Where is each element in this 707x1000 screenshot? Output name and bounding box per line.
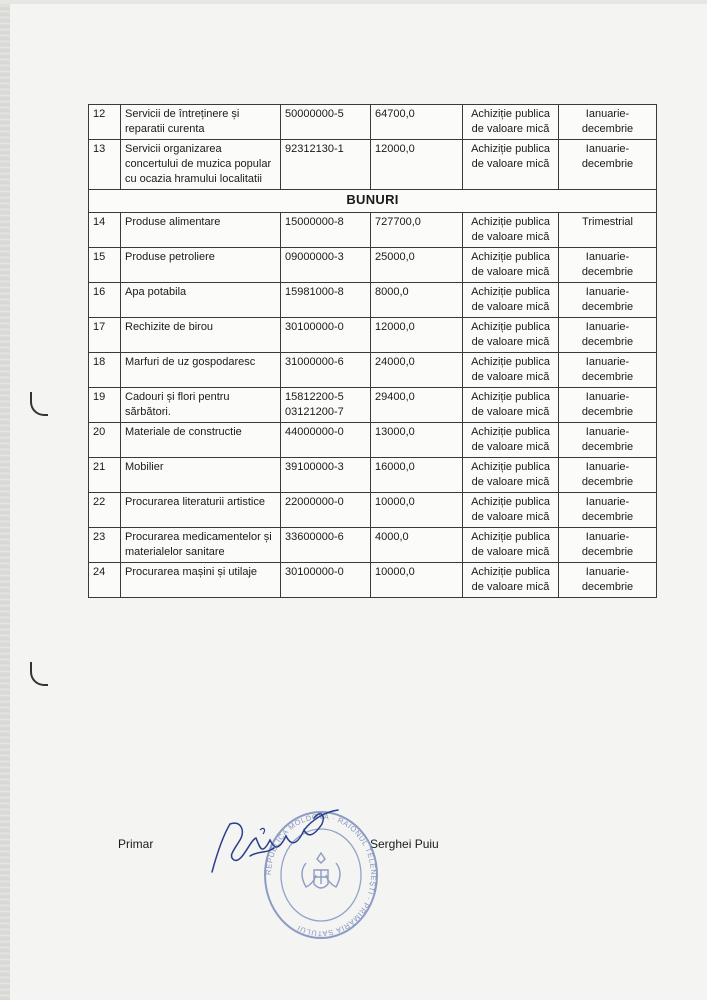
procurement-period: Ianuarie-decembrie	[559, 423, 657, 458]
procurement-procedure: Achiziție publica de valoare mică	[463, 283, 559, 318]
cpv-code: 22000000-0	[281, 493, 371, 528]
procurement-procedure: Achiziție publica de valoare mică	[463, 423, 559, 458]
estimated-value: 13000,0	[371, 423, 463, 458]
item-name: Marfuri de uz gospodaresc	[121, 353, 281, 388]
table-row	[89, 248, 657, 283]
page-edge-scan-artifact	[0, 0, 10, 1000]
estimated-value: 29400,0	[371, 388, 463, 423]
row-number: 21	[89, 458, 121, 493]
item-name: Rechizite de birou	[121, 318, 281, 353]
estimated-value: 64700,0	[371, 105, 463, 140]
procurement-period: Ianuarie-decembrie	[559, 353, 657, 388]
procurement-period: Ianuarie-decembrie	[559, 458, 657, 493]
item-name: Produse alimentare	[121, 213, 281, 248]
binder-hole-mark	[30, 392, 48, 416]
table-row	[89, 353, 657, 388]
item-name: Mobilier	[121, 458, 281, 493]
procurement-procedure: Achiziție publica de valoare mică	[463, 458, 559, 493]
procurement-procedure: Achiziție publica de valoare mică	[463, 563, 559, 598]
item-name: Procurarea medicamentelor și materialelor sanitare	[121, 528, 281, 563]
goods-section	[89, 190, 657, 213]
cpv-code: 92312130-1	[281, 140, 371, 190]
row-number: 15	[89, 248, 121, 283]
item-name: Materiale de constructie	[121, 423, 281, 458]
item-name: Produse petroliere	[121, 248, 281, 283]
table-row	[89, 458, 657, 493]
estimated-value: 25000,0	[371, 248, 463, 283]
row-number: 22	[89, 493, 121, 528]
cpv-code: 30100000-0	[281, 563, 371, 598]
procurement-period: Ianuarie-decembrie	[559, 493, 657, 528]
procurement-procedure: Achiziție publica de valoare mică	[463, 318, 559, 353]
procurement-period: Ianuarie-decembrie	[559, 528, 657, 563]
procurement-period: Ianuarie-decembrie	[559, 248, 657, 283]
estimated-value: 10000,0	[371, 493, 463, 528]
procurement-procedure: Achiziție publica de valoare mică	[463, 105, 559, 140]
goods-rows	[89, 213, 657, 598]
row-number: 14	[89, 213, 121, 248]
cpv-code: 39100000-3	[281, 458, 371, 493]
item-name: Servicii organizarea concertului de muzica popular cu ocazia hramului localitatii	[121, 140, 281, 190]
cpv-code: 09000000-3	[281, 248, 371, 283]
procurement-period: Ianuarie-decembrie	[559, 318, 657, 353]
table-row	[89, 105, 657, 140]
cpv-code: 44000000-0	[281, 423, 371, 458]
estimated-value: 24000,0	[371, 353, 463, 388]
estimated-value: 12000,0	[371, 318, 463, 353]
item-name: Servicii de întreținere și reparatii curenta	[121, 105, 281, 140]
table-row	[89, 283, 657, 318]
row-number: 18	[89, 353, 121, 388]
table-row	[89, 528, 657, 563]
table-row	[89, 423, 657, 458]
procurement-procedure: Achiziție publica de valoare mică	[463, 248, 559, 283]
estimated-value: 4000,0	[371, 528, 463, 563]
procurement-procedure: Achiziție publica de valoare mică	[463, 213, 559, 248]
table-row	[89, 140, 657, 190]
table-row	[89, 318, 657, 353]
procurement-procedure: Achiziție publica de valoare mică	[463, 493, 559, 528]
procurement-period: Ianuarie-decembrie	[559, 563, 657, 598]
estimated-value: 12000,0	[371, 140, 463, 190]
signatory-name: Serghei Puiu	[370, 837, 439, 851]
top-edge	[0, 0, 707, 4]
estimated-value: 10000,0	[371, 563, 463, 598]
cpv-code: 50000000-5	[281, 105, 371, 140]
procurement-period: Ianuarie-decembrie	[559, 388, 657, 423]
svg-text:REPUBLICA MOLDOVA · RAIONUL TE: REPUBLICA MOLDOVA · RAIONUL TELENEȘTI · PRIMĂRIA SATULUI	[263, 811, 379, 939]
row-number: 20	[89, 423, 121, 458]
item-name: Procurarea mașini și utilaje	[121, 563, 281, 598]
procurement-period: Ianuarie-decembrie	[559, 283, 657, 318]
cpv-code: 31000000-6	[281, 353, 371, 388]
cpv-code: 30100000-0	[281, 318, 371, 353]
table-row	[89, 493, 657, 528]
table-row	[89, 563, 657, 598]
procurement-procedure: Achiziție publica de valoare mică	[463, 353, 559, 388]
cpv-code: 15981000-8	[281, 283, 371, 318]
table-row	[89, 388, 657, 423]
section-header-row	[89, 190, 657, 213]
procurement-period: Ianuarie-decembrie	[559, 105, 657, 140]
row-number: 13	[89, 140, 121, 190]
procurement-period: Trimestrial	[559, 213, 657, 248]
procurement-procedure: Achiziție publica de valoare mică	[463, 140, 559, 190]
handwritten-signature	[200, 800, 350, 880]
estimated-value: 16000,0	[371, 458, 463, 493]
item-name: Cadouri și flori pentru sărbători.	[121, 388, 281, 423]
row-number: 23	[89, 528, 121, 563]
item-name: Apa potabila	[121, 283, 281, 318]
estimated-value: 727700,0	[371, 213, 463, 248]
signatory-role: Primar	[118, 837, 154, 851]
services-rows	[89, 105, 657, 190]
cpv-code: 15812200-5 03121200-7	[281, 388, 371, 423]
row-number: 19	[89, 388, 121, 423]
procurement-table	[88, 104, 657, 598]
row-number: 12	[89, 105, 121, 140]
row-number: 24	[89, 563, 121, 598]
estimated-value: 8000,0	[371, 283, 463, 318]
procurement-period: Ianuarie-decembrie	[559, 140, 657, 190]
cpv-code: 33600000-6	[281, 528, 371, 563]
binder-hole-mark	[30, 662, 48, 686]
procurement-procedure: Achiziție publica de valoare mică	[463, 388, 559, 423]
procurement-procedure: Achiziție publica de valoare mică	[463, 528, 559, 563]
item-name: Procurarea literaturii artistice	[121, 493, 281, 528]
row-number: 16	[89, 283, 121, 318]
row-number: 17	[89, 318, 121, 353]
section-title: BUNURI	[89, 190, 657, 213]
cpv-code: 15000000-8	[281, 213, 371, 248]
table-row	[89, 213, 657, 248]
